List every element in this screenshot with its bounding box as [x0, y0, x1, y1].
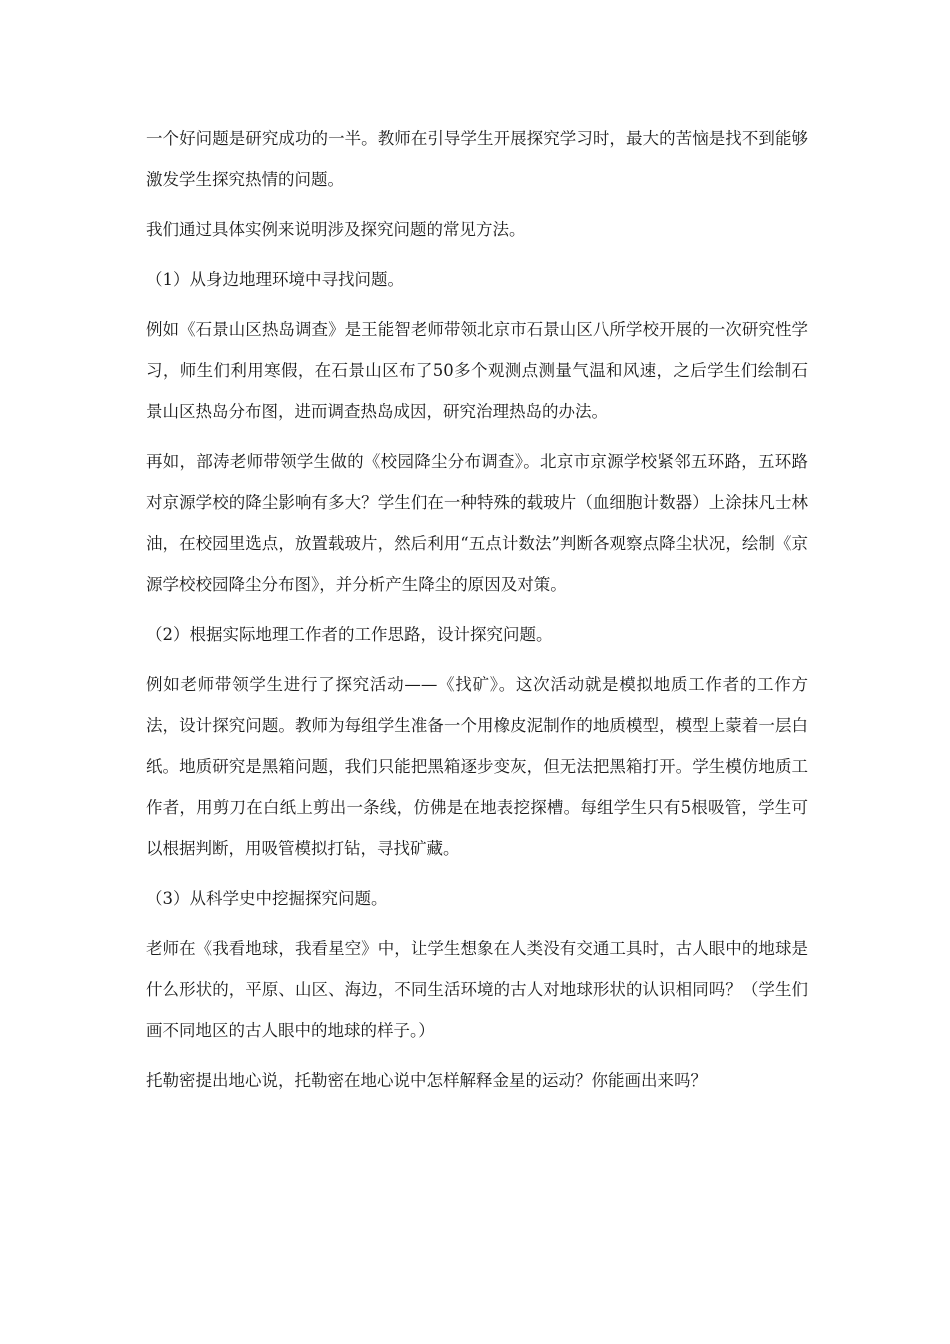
section-heading-2: （2）根据实际地理工作者的工作思路，设计探究问题。 [146, 625, 553, 644]
paragraph-earth-shape-example: 老师在《我看地球，我看星空》中，让学生想象在人类没有交通工具时，古人眼中的地球是什么形状的，平原、山区、海边，不同生活环境的古人对地球形状的认识相同吗？（学生们画不同地区的古人眼中的地球的样子。） [146, 939, 808, 1040]
paragraph-intro: 一个好问题是研究成功的一半。教师在引导学生开展探究学习时，最大的苦恼是找不到能够激发学生探究热情的问题。 [146, 129, 808, 189]
paragraph-ptolemy-question: 托勒密提出地心说，托勒密在地心说中怎样解释金星的运动？你能画出来吗？ [146, 1071, 707, 1090]
section-heading-3: （3）从科学史中挖掘探究问题。 [146, 889, 388, 908]
paragraph-mining-example: 例如老师带领学生进行了探究活动——《找矿》。这次活动就是模拟地质工作者的工作方法，设计探究问题。教师为每组学生准备一个用橡皮泥制作的地质模型，模型上蒙着一层白纸。地质研究是黑箱问题，我们只能把黑箱逐步变灰，但无法把黑箱打开。学生模仿地质工作者，用剪刀在白纸上剪出一条线，仿佛是在地表挖探槽。每组学生只有5根吸管，学生可以根据判断，用吸管模拟打钻，寻找矿藏。 [146, 675, 808, 858]
paragraph-dust-survey-example: 再如，部涛老师带领学生做的《校园降尘分布调查》。北京市京源学校紧邻五环路，五环路对京源学校的降尘影响有多大？学生们在一种特殊的载玻片（血细胞计数器）上涂抹凡士林油，在校园里选点，放置载玻片，然后利用“五点计数法”判断各观察点降尘状况，绘制《京源学校校园降尘分布图》，并分析产生降尘的原因及对策。 [146, 452, 808, 594]
paragraph-heat-island-example: 例如《石景山区热岛调查》是王能智老师带领北京市石景山区八所学校开展的一次研究性学习，师生们利用寒假，在石景山区布了50多个观测点测量气温和风速，之后学生们绘制石景山区热岛分布图，进而调查热岛成因，研究治理热岛的办法。 [146, 320, 808, 421]
paragraph-methods-overview: 我们通过具体实例来说明涉及探究问题的常见方法。 [146, 220, 526, 239]
document-body [146, 118, 808, 1101]
section-heading-1: （1）从身边地理环境中寻找问题。 [146, 270, 404, 289]
